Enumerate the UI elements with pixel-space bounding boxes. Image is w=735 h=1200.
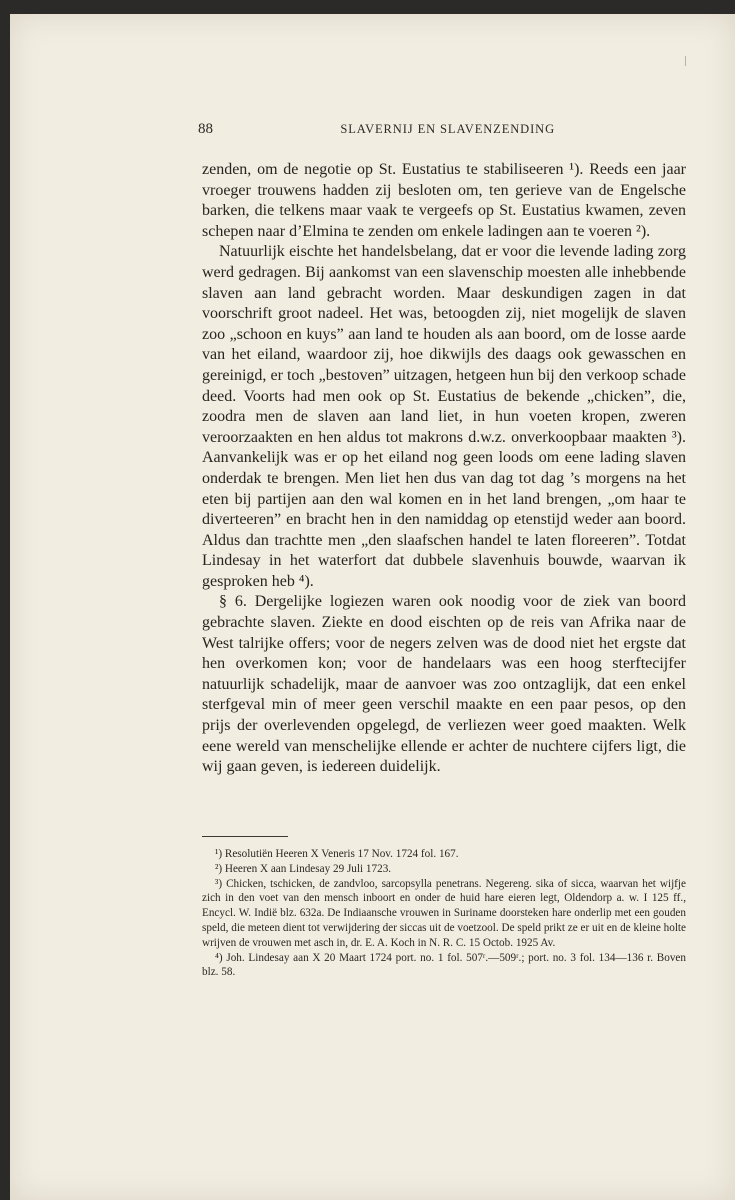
footnote-separator-rule <box>202 836 288 837</box>
paragraph-2: Natuurlijk eischte het handelsbelang, dat er voor die levende lading zorg werd gedragen. Bij aankomst van een slavenschip moesten alle inhebbende slaven aan land gebracht worden. Maar deskundigen zagen in dat voorschrift groot nadeel. Het was, betoogden zij, niet mogelijk de slaven zoo „schoon en kuys” aan land te houden als aan boord, om de losse aarde van het eiland, waardoor zij, hoe dikwijls des daags ook gewasschen en gereinigd, er toch „bestoven” uitzagen, hetgeen hun bij den verkoop schade deed. Voorts had men ook op St. Eustatius de bekende „chicken”, die, zoodra men de slaven aan land liet, in hun voeten kropen, zweren veroorzaakten en hen aldus tot makrons d.w.z. onverkoopbaar maakten ³). Aanvankelijk was er op het eiland nog geen loods om eene lading slaven onderdak te brengen. Men liet hen dus van dag tot dag ’s morgens na het eten bij partijen aan den wal komen en in het land brengen, „om haar te diverteeren” en bracht hen in den namiddag op etenstijd weder aan boord. Aldus dan trachtte men „den slaafschen handel te laten floreeren”. Totdat Lindesay in het waterfort dat dubbele slavenhuis bouwde, waarvan ik gesproken heb ⁴). <box>202 243 686 590</box>
footnote-1: ¹) Resolutiën Heeren X Veneris 17 Nov. 1724 fol. 167. <box>215 848 459 860</box>
body-text <box>202 160 686 778</box>
footnotes <box>202 847 686 980</box>
margin-pencil-mark <box>685 56 686 66</box>
footnote-3: ³) Chicken, tschicken, de zandvloo, sarcopsylla penetrans. Negereng. sika of sicca, waarvan het wijfje zich in den voet van den mensch inboort en onder de huid hare eieren legt, Oldendorp a. w. I 125 ff., Encycl. W. Indië blz. 632a. De Indiaansche vrouwen in Suriname doorsteken hare onderlip met een gouden speld, die meteen dient tot verwijdering der siccas uit de voetzool. De speld prikt ze er uit en de kleine holte wrijven de vrouwen met asch in, dr. E. A. Koch in N. R. C. 15 Octob. 1925 Av. <box>202 877 686 949</box>
page-number: 88 <box>198 121 213 137</box>
paragraph-1: zenden, om de negotie op St. Eustatius te stabiliseeren ¹). Reeds een jaar vroeger trouwens hadden zij besloten om, ten gerieve van de Engelsche barken, die telkens maar vaak te vergeefs op St. Eustatius kwamen, zeven schepen naar d’Elmina te zenden om enkele ladingen aan te voeren ²). <box>202 161 686 240</box>
footnote-2: ²) Heeren X aan Lindesay 29 Juli 1723. <box>215 862 392 875</box>
running-title: SLAVERNIJ EN SLAVENZENDING <box>340 122 555 136</box>
paragraph-3-section-6: § 6. Dergelijke logiezen waren ook noodig voor de ziek van boord gebrachte slaven. Ziekte en dood eischten op de reis van Afrika naar de West talrijke offers; voor de negers zelven was de dood niet het ergste dat hen overkomen kon; voor de handelaars was een hoog sterftecijfer natuurlijk schadelijk, maar de aanvoer was zoo ontzaglijk, dat een enkel sterfgeval min of meer geen verschil maakte en een paar pesos, op den prijs der overlevenden opgelegd, de verliezen weer goed maakten. Welk eene wereld van menschelijke ellende er achter de nuchtere cijfers ligt, die wij gaan geven, is iedereen duidelijk. <box>202 593 686 776</box>
footnote-4: ⁴) Joh. Lindesay aan X 20 Maart 1724 port. no. 1 fol. 507ʳ.—509ʳ.; port. no. 3 fol. 134—136 r. Boven blz. 58. <box>202 951 686 979</box>
